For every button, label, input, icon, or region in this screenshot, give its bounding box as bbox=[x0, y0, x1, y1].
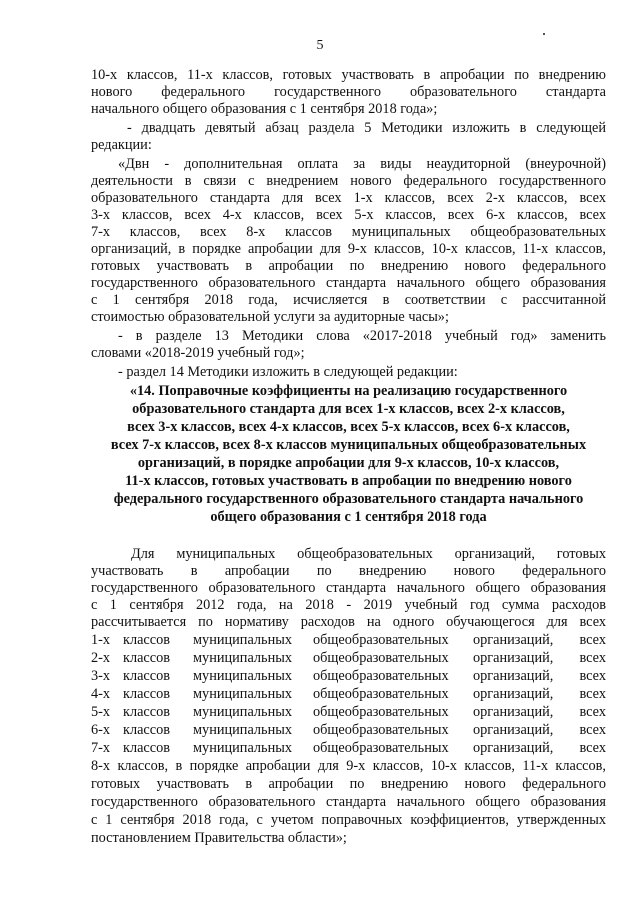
text-line: деятельности в связи с внедрением нового федерального государственного bbox=[91, 173, 606, 189]
page-number: 5 bbox=[316, 38, 324, 53]
text-line: готовых участвовать в апробации по внедрению нового федерального bbox=[91, 776, 606, 792]
word: муниципальных bbox=[193, 650, 292, 666]
text-line: рассчитывается по нормативу расходов на одного обучающегося для всех bbox=[91, 614, 606, 630]
word: классов bbox=[123, 740, 171, 756]
text-line: - двадцать девятый абзац раздела 5 Методики изложить в следующей bbox=[127, 120, 606, 136]
section-heading-line: федерального государственного образовательного стандарта начального bbox=[113, 491, 584, 507]
word: всех bbox=[579, 740, 606, 756]
class-row bbox=[91, 650, 606, 667]
text-line: государственного образовательного стандарта начального общего образования bbox=[91, 794, 606, 810]
word: классов bbox=[123, 722, 171, 738]
word: муниципальных bbox=[193, 722, 292, 738]
word: общеобразовательных bbox=[313, 722, 449, 738]
word: классов bbox=[123, 632, 171, 648]
word: всех bbox=[579, 632, 606, 648]
text-line: нового федерального государственного образовательного стандарта bbox=[91, 84, 606, 100]
text-line: организаций, в порядке апробации для 9-х классов, 10-х классов, 11-х классов, bbox=[91, 241, 606, 257]
text-line: с 1 сентября 2018 года, исчисляется в соответствии с рассчитанной bbox=[91, 292, 606, 308]
word: организаций, bbox=[473, 704, 554, 720]
text-line: 3-х классов, всех 4-х классов, всех 5-х классов, всех 6-х классов, всех bbox=[91, 207, 606, 223]
word: организаций, bbox=[473, 650, 554, 666]
text-line: государственного образовательного стандарта начального общего образования bbox=[91, 580, 606, 596]
word: всех bbox=[579, 650, 606, 666]
word: всех bbox=[579, 704, 606, 720]
section-heading-line: образовательного стандарта для всех 1-х классов, всех 2-х классов, bbox=[132, 401, 565, 417]
text-line: постановлением Правительства области»; bbox=[91, 830, 347, 846]
class-row bbox=[91, 722, 606, 739]
text-line: с 1 сентября 2018 года, с учетом поправочных коэффициентов, утвержденных bbox=[91, 812, 606, 828]
word: общеобразовательных bbox=[313, 740, 449, 756]
word: всех bbox=[579, 686, 606, 702]
section-heading-line: всех 3-х классов, всех 4-х классов, всех 5-х классов, всех 6-х классов, bbox=[127, 419, 570, 435]
word: классов bbox=[123, 650, 171, 666]
text-line: с 1 сентября 2012 года, на 2018 - 2019 учебный год сумма расходов bbox=[91, 597, 606, 613]
class-number: 2-х bbox=[91, 650, 111, 666]
word: муниципальных bbox=[193, 686, 292, 702]
section-heading-line: общего образования с 1 сентября 2018 года bbox=[210, 509, 487, 525]
section-heading-line: организаций, в порядке апробации для 9-х классов, 10-х классов, bbox=[137, 455, 560, 471]
class-row bbox=[91, 686, 606, 703]
text-line: «Двн - дополнительная оплата за виды неаудиторной (внеурочной) bbox=[118, 156, 606, 172]
word: муниципальных bbox=[193, 668, 292, 684]
word: организаций, bbox=[473, 740, 554, 756]
class-number: 4-х bbox=[91, 686, 111, 702]
class-number: 3-х bbox=[91, 668, 111, 684]
word: общеобразовательных bbox=[313, 632, 449, 648]
class-number: 5-х bbox=[91, 704, 111, 720]
word: всех bbox=[579, 668, 606, 684]
class-row bbox=[91, 704, 606, 721]
word: организаций, bbox=[473, 668, 554, 684]
section-heading-line: всех 7-х классов, всех 8-х классов муниципальных общеобразовательных bbox=[110, 437, 587, 453]
word: классов bbox=[123, 704, 171, 720]
section-heading-line: 11-х классов, готовых участвовать в апробации по внедрению нового bbox=[125, 473, 572, 489]
text-line: - в разделе 13 Методики слова «2017-2018 учебный год» заменить bbox=[118, 328, 606, 344]
text-line: начального общего образования с 1 сентября 2018 года»; bbox=[91, 101, 438, 117]
class-row bbox=[91, 668, 606, 685]
word: муниципальных bbox=[193, 632, 292, 648]
class-row bbox=[91, 740, 606, 757]
word: муниципальных bbox=[193, 740, 292, 756]
word: общеобразовательных bbox=[313, 650, 449, 666]
word: организаций, bbox=[473, 722, 554, 738]
text-line: участвовать в апробации по внедрению нового федерального bbox=[91, 563, 606, 579]
section-heading-line: «14. Поправочные коэффициенты на реализацию государственного bbox=[129, 383, 568, 399]
word: всех bbox=[579, 722, 606, 738]
text-line: словами «2018-2019 учебный год»; bbox=[91, 345, 305, 361]
text-line: 8-х классов, в порядке апробации для 9-х классов, 10-х классов, 11-х классов, bbox=[91, 758, 606, 774]
text-line: 7-х классов, всех 8-х классов муниципальных общеобразовательных bbox=[91, 224, 606, 240]
class-number: 6-х bbox=[91, 722, 111, 738]
scan-speck bbox=[543, 33, 545, 35]
text-line: готовых участвовать в апробации по внедрению нового федерального bbox=[91, 258, 606, 274]
word: общеобразовательных bbox=[313, 686, 449, 702]
text-line: стоимостью образовательной услуги за аудиторные часы»; bbox=[91, 309, 449, 325]
class-number: 7-х bbox=[91, 740, 111, 756]
word: организаций, bbox=[473, 632, 554, 648]
word: классов bbox=[123, 668, 171, 684]
text-line: образовательного стандарта для всех 1-х классов, всех 2-х классов, всех bbox=[91, 190, 606, 206]
word: классов bbox=[123, 686, 171, 702]
word: общеобразовательных bbox=[313, 704, 449, 720]
text-line: 10-х классов, 11-х классов, готовых участвовать в апробации по внедрению bbox=[91, 67, 606, 83]
class-number: 1-х bbox=[91, 632, 111, 648]
text-line: государственного образовательного стандарта начального общего образования bbox=[91, 275, 606, 291]
text-line: - раздел 14 Методики изложить в следующей редакции: bbox=[118, 364, 458, 380]
word: муниципальных bbox=[193, 704, 292, 720]
class-row bbox=[91, 632, 606, 649]
word: общеобразовательных bbox=[313, 668, 449, 684]
word: организаций, bbox=[473, 686, 554, 702]
text-line: редакции: bbox=[91, 137, 152, 153]
text-line: Для муниципальных общеобразовательных организаций, готовых bbox=[131, 546, 606, 562]
